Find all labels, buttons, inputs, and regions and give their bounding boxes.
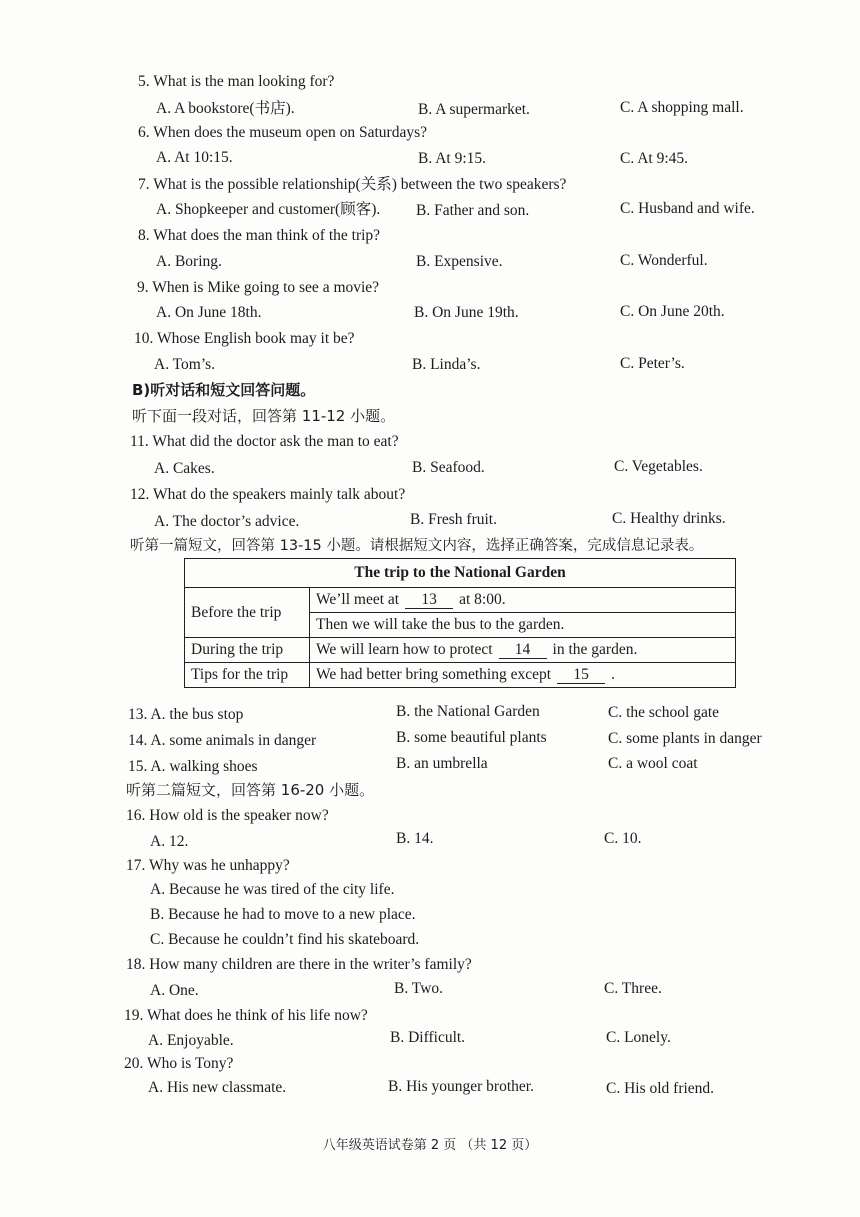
- page-footer: 八年级英语试卷第 2 页 （共 12 页）: [322, 1138, 538, 1153]
- option-12b: B. Fresh fruit.: [410, 511, 497, 528]
- question-17: 17. Why was he unhappy?: [126, 857, 290, 874]
- option-16c: C. 10.: [604, 830, 642, 847]
- option-14a: 14. A. some animals in danger: [128, 732, 317, 749]
- option-17c: C. Because he couldn’t find his skateboard.: [150, 931, 420, 948]
- option-9c: C. On June 20th.: [620, 303, 725, 320]
- passage2-instruction: 听第二篇短文，回答第 16-20 小题。: [126, 781, 375, 799]
- option-6a: A. At 10:15.: [156, 149, 233, 166]
- option-8c: C. Wonderful.: [620, 252, 708, 269]
- question-18: 18. How many children are there in the writer’s family?: [126, 956, 472, 973]
- option-7b: B. Father and son.: [416, 202, 530, 219]
- option-15c: C. a wool coat: [608, 755, 698, 772]
- question-10: 10. Whose English book may it be?: [134, 330, 355, 347]
- tips-text: [310, 663, 736, 688]
- option-19b: B. Difficult.: [390, 1029, 466, 1046]
- option-11a: A. Cakes.: [154, 460, 215, 477]
- question-6: 6. When does the museum open on Saturdays?: [138, 124, 427, 141]
- option-12c: C. Healthy drinks.: [612, 510, 726, 527]
- option-18a: A. One.: [150, 982, 199, 999]
- option-5b: B. A supermarket.: [418, 101, 530, 118]
- option-14b: B. some beautiful plants: [396, 729, 547, 746]
- before-trip-line1: [310, 588, 736, 613]
- dialog-instruction: 听下面一段对话，回答第 11-12 小题。: [132, 407, 396, 425]
- table-title: The trip to the National Garden: [185, 559, 736, 588]
- info-record-table: [184, 558, 736, 688]
- question-12: 12. What do the speakers mainly talk about?: [130, 486, 406, 503]
- option-17a: A. Because he was tired of the city life.: [150, 881, 395, 898]
- during-post: in the garden.: [552, 641, 638, 658]
- blank-14: 14: [499, 642, 547, 659]
- option-18b: B. Two.: [394, 980, 444, 997]
- option-8a: A. Boring.: [156, 253, 222, 270]
- tips-label: Tips for the trip: [185, 663, 310, 688]
- during-pre: We will learn how to protect: [316, 641, 493, 658]
- before-trip-label: Before the trip: [185, 588, 310, 638]
- tips-post: .: [611, 666, 615, 683]
- passage1-instruction: 听第一篇短文，回答第 13-15 小题。请根据短文内容，选择正确答案，完成信息记录表。: [130, 538, 704, 554]
- option-5a: A. A bookstore(书店).: [156, 100, 295, 117]
- option-8b: B. Expensive.: [416, 253, 503, 270]
- option-13c: C. the school gate: [608, 704, 720, 721]
- option-20b: B. His younger brother.: [388, 1078, 534, 1095]
- option-13a: 13. A. the bus stop: [128, 706, 244, 723]
- option-20c: C. His old friend.: [606, 1080, 715, 1097]
- option-17b: B. Because he had to move to a new place.: [150, 906, 416, 923]
- during-trip-label: During the trip: [185, 638, 310, 663]
- option-7c: C. Husband and wife.: [620, 200, 755, 217]
- question-7: 7. What is the possible relationship(关系) between the two speakers?: [138, 176, 567, 193]
- option-5c: C. A shopping mall.: [620, 99, 744, 116]
- before-line1-pre: We’ll meet at: [316, 591, 400, 608]
- blank-15: 15: [557, 667, 605, 684]
- option-19a: A. Enjoyable.: [148, 1032, 234, 1049]
- option-10c: C. Peter’s.: [620, 355, 685, 372]
- option-11c: C. Vegetables.: [614, 458, 703, 475]
- option-19c: C. Lonely.: [606, 1029, 671, 1046]
- question-9: 9. When is Mike going to see a movie?: [137, 279, 380, 296]
- during-trip-text: [310, 638, 736, 663]
- before-trip-line2: Then we will take the bus to the garden.: [310, 613, 736, 638]
- question-8: 8. What does the man think of the trip?: [138, 227, 381, 244]
- blank-13: 13: [405, 592, 453, 609]
- option-10b: B. Linda’s.: [412, 356, 481, 373]
- option-9b: B. On June 19th.: [414, 304, 519, 321]
- option-12a: A. The doctor’s advice.: [154, 513, 300, 530]
- section-b-title: B)听对话和短文回答问题。: [132, 381, 316, 399]
- question-11: 11. What did the doctor ask the man to eat?: [130, 433, 399, 450]
- option-16b: B. 14.: [396, 830, 434, 847]
- question-19: 19. What does he think of his life now?: [124, 1007, 368, 1024]
- option-15b: B. an umbrella: [396, 755, 488, 772]
- option-18c: C. Three.: [604, 980, 662, 997]
- option-20a: A. His new classmate.: [148, 1079, 287, 1096]
- option-7a: A. Shopkeeper and customer(顾客).: [156, 201, 381, 218]
- option-6b: B. At 9:15.: [418, 150, 487, 167]
- question-16: 16. How old is the speaker now?: [126, 807, 329, 824]
- option-14c: C. some plants in danger: [608, 730, 762, 747]
- option-9a: A. On June 18th.: [156, 304, 262, 321]
- before-line1-post: at 8:00.: [459, 591, 506, 608]
- question-20: 20. Who is Tony?: [124, 1055, 234, 1072]
- option-11b: B. Seafood.: [412, 459, 485, 476]
- option-10a: A. Tom’s.: [154, 356, 216, 373]
- tips-pre: We had better bring something except: [316, 666, 552, 683]
- option-15a: 15. A. walking shoes: [128, 758, 258, 775]
- option-13b: B. the National Garden: [396, 703, 540, 720]
- question-5: 5. What is the man looking for?: [138, 73, 335, 90]
- option-6c: C. At 9:45.: [620, 150, 689, 167]
- option-16a: A. 12.: [150, 833, 189, 850]
